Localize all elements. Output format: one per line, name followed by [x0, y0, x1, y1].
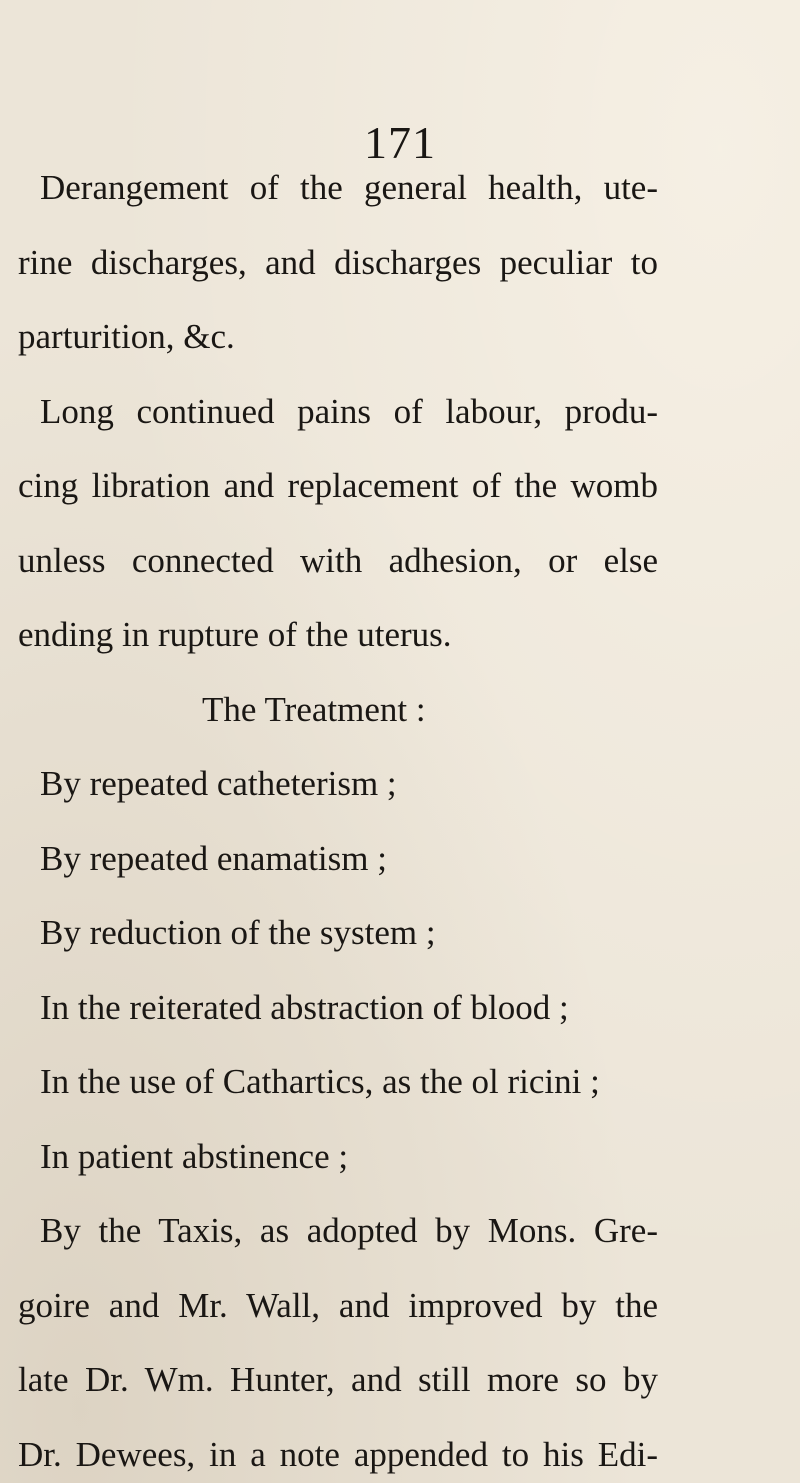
- text-line: cing libration and replacement of the womb: [18, 466, 658, 505]
- text-line: goire and Mr. Wall, and improved by the: [18, 1285, 658, 1325]
- text-line: ending in rupture of the uterus.: [18, 615, 452, 654]
- list-item: In the reiterated abstraction of blood ;: [40, 987, 569, 1027]
- page-number: 171: [364, 117, 436, 168]
- list-item: By reduction of the system ;: [40, 913, 436, 952]
- list-item: By repeated enamatism ;: [40, 838, 387, 878]
- text-line: Dr. Dewees, in a note appended to his Edi-: [18, 1434, 658, 1474]
- text-line: Derangement of the general health, ute-: [40, 168, 658, 207]
- text-line: unless connected with adhesion, or else: [18, 540, 658, 580]
- text-line: parturition, &c.: [18, 317, 235, 356]
- section-heading: The Treatment :: [202, 689, 426, 729]
- list-item: In the use of Cathartics, as the ol ricini ;: [40, 1062, 600, 1101]
- text-line: By the Taxis, as adopted by Mons. Gre-: [40, 1211, 658, 1250]
- text-line: late Dr. Wm. Hunter, and still more so by: [18, 1360, 658, 1399]
- text-line: Long continued pains of labour, produ-: [40, 391, 658, 431]
- list-item: By repeated catheterism ;: [40, 764, 397, 803]
- list-item: In patient abstinence ;: [40, 1136, 349, 1176]
- text-line: rine discharges, and discharges peculiar to: [18, 242, 658, 282]
